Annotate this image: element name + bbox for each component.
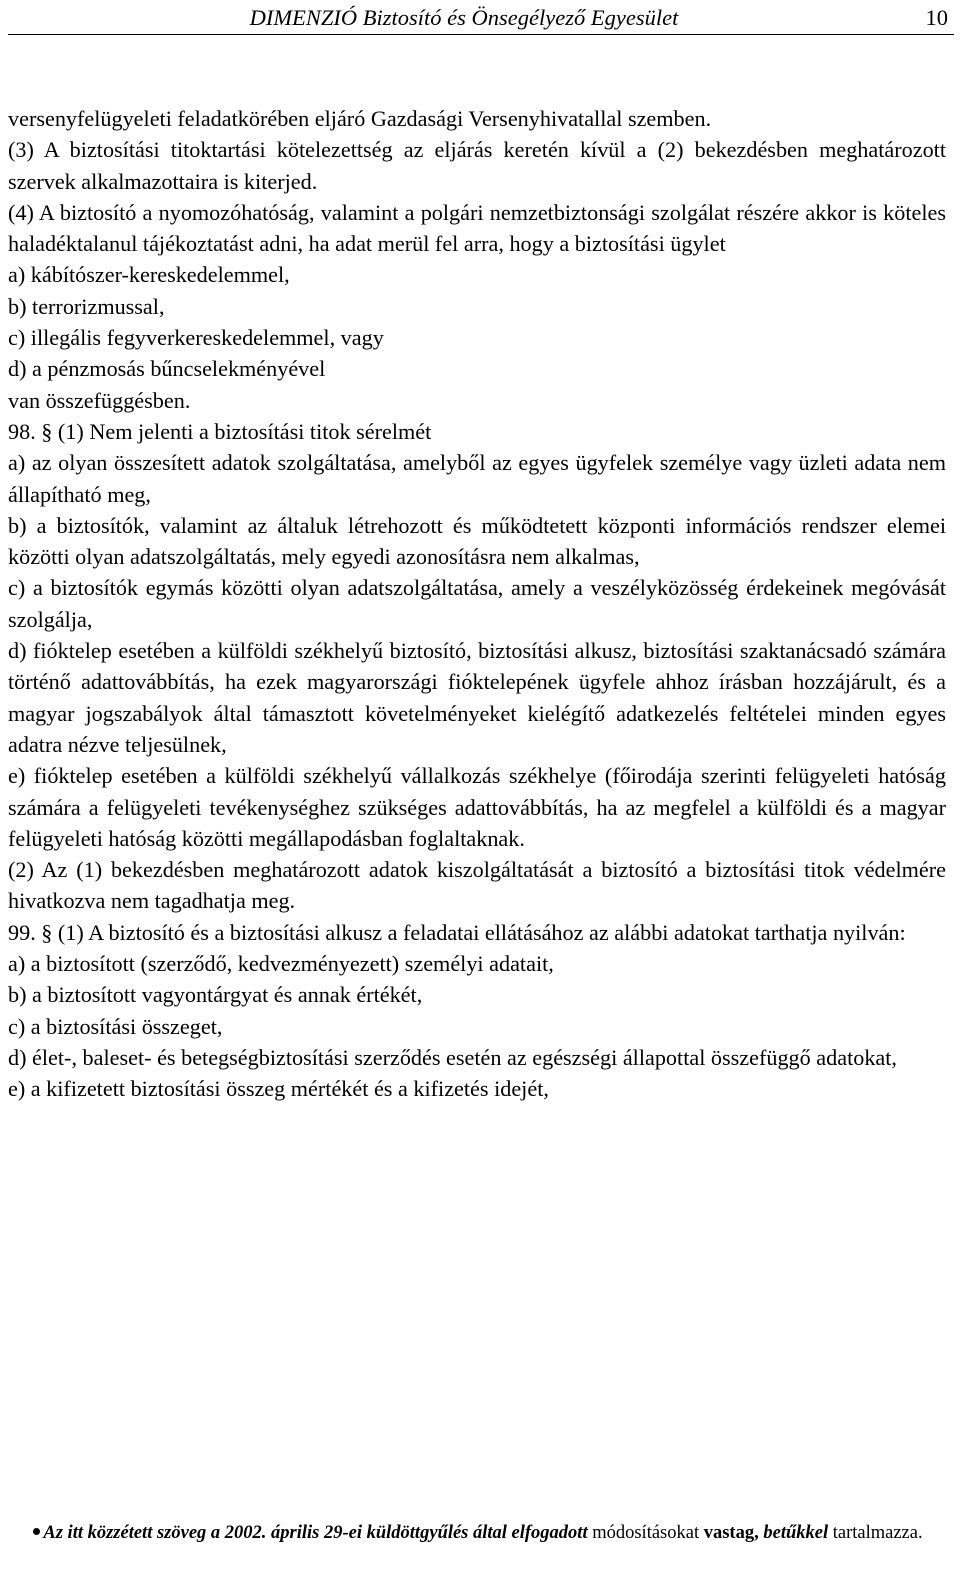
footnote <box>8 1520 948 1546</box>
list-item: e) a kifizetett biztosítási összeg mértékét és a kifizetés idejét, <box>8 1076 549 1102</box>
bullet-icon <box>33 1528 40 1535</box>
section-heading: 99. § (1) A biztosító és a biztosítási alkusz a feladatai ellátásához az alábbi adatokat tarthatja nyilván: <box>8 919 906 945</box>
list-item: a) a biztosított (szerződő, kedvezményezett) személyi adatait, <box>8 951 554 977</box>
section-heading: 98. § (1) Nem jelenti a biztosítási titok sérelmét <box>8 418 432 444</box>
page-header <box>8 4 954 35</box>
footnote-text-bold-italic: betűkkel <box>763 1523 829 1543</box>
paragraph: van összefüggésben. <box>8 387 191 413</box>
paragraph: (4) A biztosító a nyomozóhatóság, valamint a polgári nemzetbiztonsági szolgálat részére akkor is köteles haladéktalanul tájékoztatást adni, ha adat merül fel arra, hogy a biztosítási ügylet <box>8 199 946 257</box>
list-item: a) kábítószer-kereskedelemmel, <box>8 262 290 288</box>
list-item: c) a biztosítók egymás közötti olyan adatszolgáltatása, amely a veszélyközösség érdekeinek megóvását szolgálja, <box>8 575 946 632</box>
list-item: c) a biztosítási összeget, <box>8 1013 223 1039</box>
list-item: d) élet-, baleset- és betegségbiztosítási szerződés esetén az egészségi állapottal összefüggő adatokat, <box>8 1044 897 1070</box>
paragraph: (3) A biztosítási titoktartási kötelezettség az eljárás keretén kívül a (2) bekezdésben meghatározott szervek alkalmazottaira is kiterjed. <box>8 137 946 194</box>
footnote-text: tartalmazza. <box>828 1523 923 1543</box>
footnote-text-bold-italic: Az itt közzétett szöveg a 2002. április 29-ei küldöttgyűlés által elfogadott <box>43 1523 588 1543</box>
page-number: 10 <box>925 5 948 30</box>
list-item: a) az olyan összesített adatok szolgáltatása, amelyből az egyes ügyfelek személye vagy üzleti adata nem állapítható meg, <box>8 450 946 507</box>
footnote-text: módosításokat <box>587 1523 704 1543</box>
paragraph: versenyfelügyeleti feladatkörében eljáró Gazdasági Versenyhivatallal szemben. <box>8 106 712 131</box>
paragraph: (2) Az (1) bekezdésben meghatározott adatok kiszolgáltatását a biztosító a biztosítási titok védelmére hivatkozva nem tagadhatja meg. <box>8 857 946 914</box>
list-item: e) fióktelep esetében a külföldi székhelyű vállalkozás székhelye (főirodája szerinti felügyeleti hatóság számára a felügyeleti tevékenységhez szükséges adattovábbítás, ha az megfelel a külföldi és a magyar felügyeleti hatóság közötti megállapodásban foglaltaknak. <box>8 763 946 851</box>
list-item: d) fióktelep esetében a külföldi székhelyű biztosító, biztosítási alkusz, biztosítási szaktanácsadó számára történő adattovábbítás, ha ezek magyarországi fióktelepének ügyfele ahhoz írásban hozzájárult, és a magyar jogszabályok által támasztott követelményeket kielégítő adatkezelés feltételei minden egyes adatra nézve teljesülnek, <box>8 638 946 757</box>
list-item: d) a pénzmosás bűncselekményével <box>8 356 326 382</box>
list-item: c) illegális fegyverkereskedelemmel, vagy <box>8 325 384 351</box>
list-item: b) a biztosítók, valamint az általuk létrehozott és működtetett központi információs rendszer elemei közötti olyan adatszolgáltatás, mely egyedi azonosításra nem alkalmas, <box>8 512 946 570</box>
header-title: DIMENZIÓ Biztosító és Önsegélyező Egyesület <box>249 5 679 30</box>
footnote-text-bold: vastag, <box>703 1523 764 1543</box>
document-body <box>8 103 946 1105</box>
list-item: b) a biztosított vagyontárgyat és annak értékét, <box>8 982 423 1008</box>
list-item: b) terrorizmussal, <box>8 293 165 319</box>
